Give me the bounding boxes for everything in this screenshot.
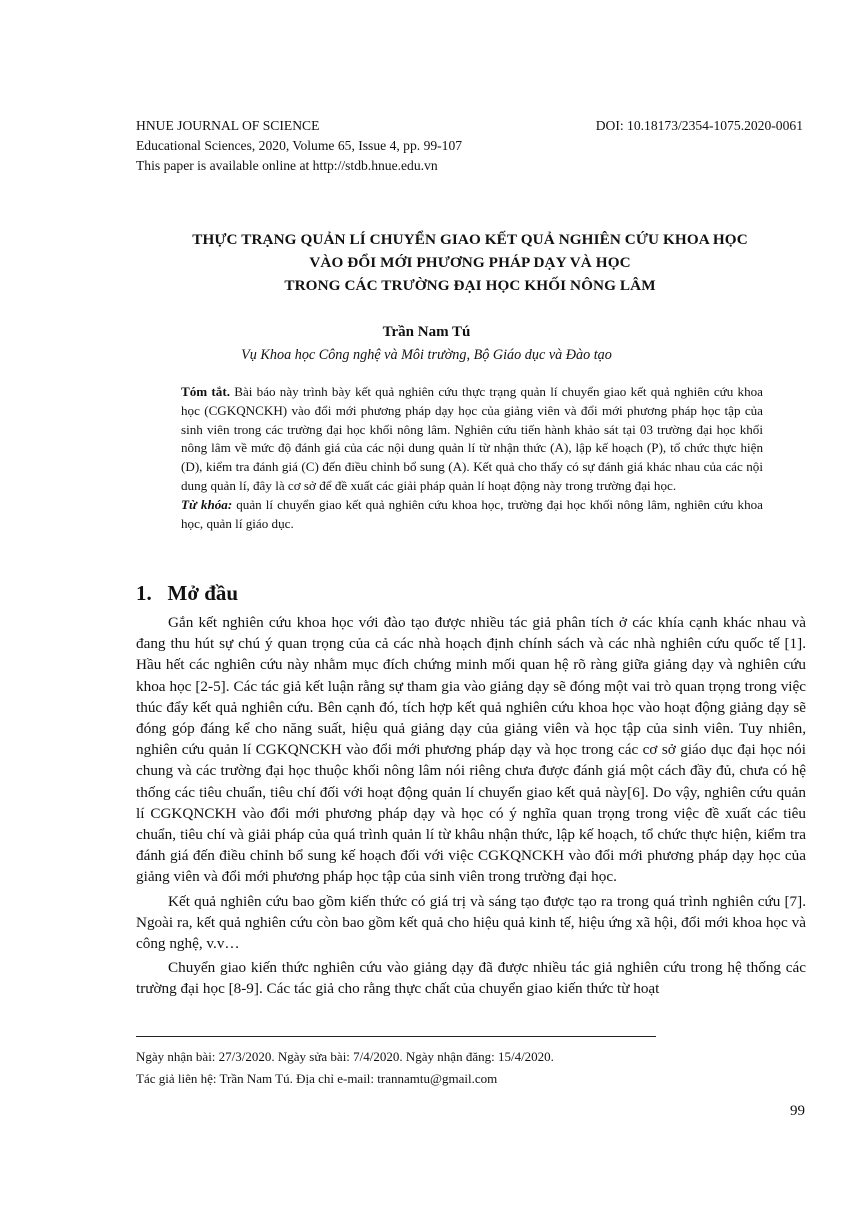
abstract-text: Bài báo này trình bày kết quả nghiên cứu thực trạng quản lí chuyển giao kết quả nghiên cứu khoa học (CGKQNCKH) vào đổi mới phương pháp dạy học của giảng viên và đổi mới phương pháp học tập của sinh viên trong các trường đại học khối nông lâm. Nghiên cứu tiến hành khảo sát tại 03 trường đại học khối nông lâm về mức độ đánh giá của các nội dung quản lí từ nhận thức (A), lập kế hoạch (P), tổ chức thực hiện (D), kiểm tra đánh giá (C) đến điều chỉnh bổ sung (A). Kết quả cho thấy có sự đánh giá khác nhau của các nội dung quản lí, đây là cơ sở để đề xuất các giải pháp quản lí hoạt động này trong trường đại học.	[181, 384, 763, 493]
footnote-contact: Tác giả liên hệ: Trần Nam Tú. Địa chỉ e-mail: trannamtu@gmail.com	[136, 1071, 498, 1086]
footnotes	[136, 1046, 554, 1090]
availability-note: This paper is available online at http://stdb.hnue.edu.vn	[136, 158, 438, 173]
doi: DOI: 10.18173/2354-1075.2020-0061	[595, 118, 803, 133]
journal-name: HNUE JOURNAL OF SCIENCE	[136, 118, 320, 133]
keywords-label: Từ khóa:	[181, 496, 233, 512]
keywords-paragraph	[181, 496, 763, 534]
author-name: Trần Nam Tú	[382, 324, 471, 340]
abstract-paragraph	[181, 383, 763, 496]
title-line: TRONG CÁC TRƯỜNG ĐẠI HỌC KHỐI NÔNG LÂM	[284, 277, 656, 294]
footnote-dates: Ngày nhận bài: 27/3/2020. Ngày sửa bài: 7/4/2020. Ngày nhận đăng: 15/4/2020.	[136, 1049, 554, 1064]
footnote-divider	[136, 1036, 656, 1037]
title-line: THỰC TRẠNG QUẢN LÍ CHUYỂN GIAO KẾT QUẢ NGHIÊN CỨU KHOA HỌC	[192, 231, 748, 248]
body-text	[136, 612, 806, 1003]
title-line: VÀO ĐỔI MỚI PHƯƠNG PHÁP DẠY VÀ HỌC	[309, 254, 631, 271]
body-paragraph: Kết quả nghiên cứu bao gồm kiến thức có giá trị và sáng tạo được tạo ra trong quá trình nghiên cứu [7]. Ngoài ra, kết quả nghiên cứu còn bao gồm kết quả cho hiệu quả kinh tế, hiệu ứng xã hội, đổi mới khoa học và công nghệ, v.v…	[136, 892, 806, 953]
abstract	[181, 383, 763, 533]
volume-info: Educational Sciences, 2020, Volume 65, Issue 4, pp. 99-107	[136, 138, 463, 153]
paper-title	[60, 228, 853, 297]
author-affiliation: Vụ Khoa học Công nghệ và Môi trường, Bộ Giáo dục và Đào tạo	[241, 347, 612, 363]
keywords-text: quản lí chuyển giao kết quả nghiên cứu khoa học, trường đại học khối nông lâm, nghiên cứu khoa học, quản lí giáo dục.	[181, 496, 763, 531]
body-paragraph: Gắn kết nghiên cứu khoa học với đào tạo được nhiều tác giả phân tích ở các khía cạnh khác nhau và đang thu hút sự chú ý quan trọng của cả các nhà hoạch định chính sách và các nhà nghiên cứu quốc tế [1]. Hầu hết các nghiên cứu này nhằm mục đích chứng minh mối quan hệ rõ ràng giữa giảng dạy và nghiên cứu khoa học [2-5]. Các tác giả kết luận rằng sự tham gia vào giảng dạy sẽ đóng một vai trò quan trọng trong việc thúc đẩy kết quả nghiên cứu. Bên cạnh đó, tích hợp kết quả nghiên cứu khoa học vào hoạt động giảng dạy sẽ đóng góp đáng kể cho năng suất, hiệu quả giảng dạy của giảng viên và học tập của sinh viên. Tuy nhiên, nghiên cứu quản lí CGKQNCKH vào đổi mới phương pháp dạy và học trong các cơ sở giáo dục đại học nói chung và các trường đại học thuộc khối nông lâm nói riêng chưa được đánh giá một cách đầy đủ, chưa có hệ thống các tiêu chuẩn, tiêu chí đối với hoạt động quản lí chuyển giao kết quả này[6]. Do vậy, nghiên cứu quản lí CGKQNCKH vào đổi mới phương pháp dạy và học có ý nghĩa quan trọng trong việc đề xuất các tiêu chuẩn, tiêu chí và giải pháp của quá trình quản lí từ khâu nhận thức, lập kế hoạch, tổ chức thực hiện, kiểm tra đánh giá đến điều chỉnh bổ sung kế hoạch đối với việc CGKQNCKH vào đổi mới phương pháp dạy học của giảng viên và đổi mới phương pháp học tập của sinh viên trong trường đại học.	[136, 614, 806, 886]
body-paragraph: Chuyển giao kiến thức nghiên cứu vào giảng dạy đã được nhiều tác giả nghiên cứu trong hệ thống các trường đại học [8-9]. Các tác giả cho rằng thực chất của chuyển giao kiến thức từ hoạt	[136, 959, 806, 998]
abstract-label: Tóm tắt.	[181, 384, 230, 399]
section-heading: 1. Mở đầu	[136, 581, 239, 605]
page-number: 99	[790, 1103, 805, 1119]
